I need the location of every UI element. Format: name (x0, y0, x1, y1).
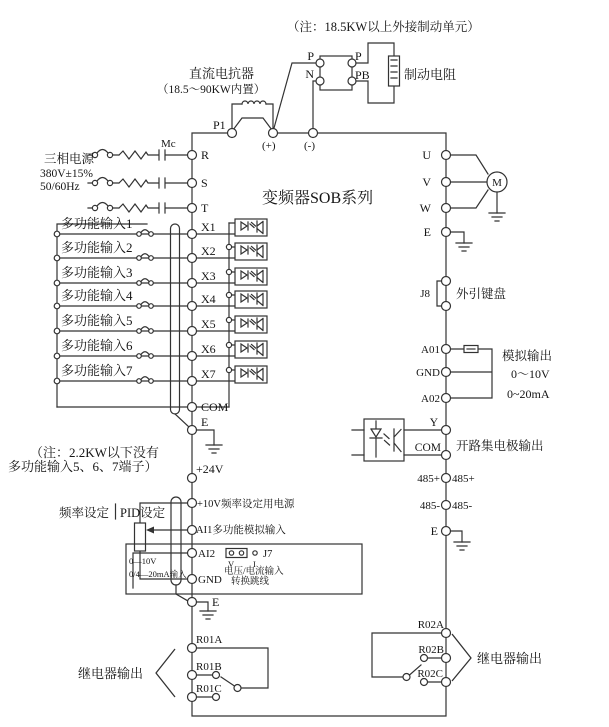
label-brake-p-right: P (355, 49, 362, 63)
label-terminal-r: R (201, 148, 210, 162)
terminal-x2 (188, 254, 197, 263)
label-brake-n: N (305, 67, 314, 81)
label-jumper-i: I (253, 559, 256, 569)
label-485-plus-out: 485+ (452, 473, 475, 485)
terminal-u (442, 151, 451, 160)
terminal-minus (309, 129, 318, 138)
phase-t-wiring (88, 203, 188, 214)
label-power-voltage: 380V±15% (40, 168, 93, 180)
optocoupler-output (364, 419, 404, 461)
analog-output-section (416, 344, 552, 405)
inverter-bus-rails (192, 133, 446, 716)
label-terminal-x3: X3 (201, 269, 216, 283)
label-input-2: 多功能输入2 (61, 240, 133, 255)
label-open-collector: 开路集电极输出 (456, 439, 544, 453)
label-terminal-e-analog: E (212, 595, 220, 609)
terminal-p1 (228, 129, 237, 138)
label-plus: (+) (262, 140, 276, 152)
terminal-x3 (188, 279, 197, 288)
label-terminal-e-inputs: E (201, 415, 209, 429)
label-brake-p-left: P (307, 49, 314, 63)
inverter-title: 变频器SOB系列 (262, 190, 374, 207)
terminal-485-plus (442, 474, 451, 483)
label-brake-pb: PB (355, 68, 370, 82)
terminal-e-inputs (188, 426, 197, 435)
terminal-x1 (188, 230, 197, 239)
potentiometer (135, 523, 146, 551)
three-phase-input (40, 138, 209, 215)
label-terminal-x5: X5 (201, 317, 216, 331)
label-com-output: COM (414, 442, 441, 454)
digital-input-section (54, 216, 267, 483)
label-terminal-ai2: AI2 (198, 548, 216, 560)
relay-output-1 (78, 634, 268, 702)
relay-output-2 (372, 619, 542, 687)
phase-s-wiring (88, 178, 188, 189)
reactor-spec: （18.5～90KW内置） (157, 84, 266, 96)
label-analog-output: 模拟输出 (502, 349, 553, 363)
label-ai1: AI1多功能模拟输入 (196, 525, 286, 536)
label-minus: (-) (304, 140, 315, 152)
phase-r-wiring (88, 150, 188, 161)
terminal-v (442, 178, 451, 187)
label-r01c: R01C (196, 683, 222, 695)
label-terminal-s: S (201, 176, 208, 190)
terminal-s (188, 179, 197, 188)
label-terminal-e-comm: E (430, 524, 438, 538)
label-range-voltage: 0—10V (129, 556, 157, 566)
label-input-7: 多功能输入7 (61, 363, 133, 378)
label-pid-set: PID设定 (120, 506, 166, 520)
terminal-r (188, 151, 197, 160)
label-j7: J7 (263, 549, 273, 560)
label-terminal-24v: +24V (196, 462, 224, 476)
label-keypad: 外引键盘 (456, 287, 507, 301)
label-relay2: 继电器输出 (477, 651, 543, 666)
label-terminal-x7: X7 (201, 367, 216, 381)
terminal-com-output (442, 451, 451, 460)
label-power-source: 三相电源 (44, 152, 95, 166)
terminal-brake-n (316, 77, 324, 85)
label-terminal-u: U (422, 148, 431, 162)
label-input-6: 多功能输入6 (61, 338, 133, 353)
label-analog-range1: 0～10V (511, 367, 550, 381)
label-relay1: 继电器输出 (78, 666, 144, 681)
label-terminal-w: W (419, 201, 431, 215)
terminal-com (188, 403, 197, 412)
terminal-e-comm (442, 527, 451, 536)
label-braking-resistor: 制动电阻 (404, 67, 457, 82)
label-r02b: R02B (418, 644, 444, 656)
label-r01b: R01B (196, 661, 222, 673)
label-input-4: 多功能输入4 (61, 288, 133, 303)
terminal-y (442, 426, 451, 435)
label-j8: J8 (420, 288, 430, 300)
note-external-brake: （注：18.5KW以上外接制动单元） (287, 20, 480, 34)
terminal-x7 (188, 377, 197, 386)
label-terminal-v: V (422, 175, 431, 189)
label-terminal-x4: X4 (201, 292, 216, 306)
terminal-e-output (442, 228, 451, 237)
shield-cable-capsule-inputs (171, 224, 180, 414)
label-terminal-gnd: GND (198, 574, 222, 586)
label-terminal-x1: X1 (201, 220, 216, 234)
terminal-10v (188, 499, 197, 508)
terminal-w (442, 204, 451, 213)
label-jumper-desc2: 转换跳线 (231, 577, 270, 587)
terminal-e-analog (188, 598, 197, 607)
label-r01a: R01A (196, 634, 223, 646)
label-a01: A01 (421, 344, 440, 356)
terminal-plus (269, 129, 278, 138)
terminal-a02 (442, 394, 451, 403)
label-analog-range2: 0~20mA (507, 387, 550, 401)
braking-unit (316, 56, 356, 90)
label-motor-m: M (492, 177, 502, 189)
label-r02a: R02A (417, 619, 444, 631)
label-range-current: 0/4—20mA输入 (129, 569, 187, 579)
terminal-x4 (188, 302, 197, 311)
motor-output (420, 148, 507, 251)
label-gnd-out: GND (416, 367, 440, 379)
note-low-power-line2: 多功能输入5、6、7端子） (8, 459, 158, 474)
label-terminal-x6: X6 (201, 342, 216, 356)
terminal-ai2 (188, 549, 197, 558)
label-jumper-desc1: 电压/电流输入 (224, 567, 284, 577)
label-y: Y (429, 417, 438, 429)
label-power-freq: 50/60Hz (40, 181, 80, 193)
open-collector-section (352, 417, 544, 461)
label-input-5: 多功能输入5 (61, 313, 133, 328)
label-485-minus-in: 485- (419, 500, 440, 512)
label-input-3: 多功能输入3 (61, 265, 133, 280)
note-low-power-line1: （注：2.2KW以下没有 (30, 445, 159, 460)
label-p1: P1 (213, 118, 226, 132)
analog-input-section (59, 497, 362, 619)
terminal-brake-p-left (316, 59, 324, 67)
terminal-j8-bottom (442, 302, 451, 311)
terminal-a01 (442, 345, 451, 354)
wiper-arrow (146, 527, 154, 534)
label-r02c: R02C (417, 668, 443, 680)
label-terminal-e-output: E (423, 225, 431, 239)
terminal-gnd-out (442, 368, 451, 377)
keypad-connector (420, 277, 506, 311)
label-terminal-x2: X2 (201, 244, 216, 258)
label-freq-set: 频率设定 (59, 506, 110, 520)
reactor-name: 直流电抗器 (189, 66, 255, 81)
terminal-gnd-analog (188, 575, 197, 584)
label-input-1: 多功能输入1 (61, 216, 133, 231)
terminal-x6 (188, 352, 197, 361)
terminal-t (188, 204, 197, 213)
terminal-j8-top (442, 277, 451, 286)
label-485-plus-in: 485+ (417, 473, 440, 485)
dc-reactor (232, 101, 273, 130)
label-jumper-v: V (228, 559, 235, 569)
label-a02: A02 (421, 393, 440, 405)
label-485-minus-out: 485- (452, 500, 473, 512)
label-terminal-t: T (201, 201, 209, 215)
label-terminal-com: COM (201, 400, 229, 414)
label-10v-supply: +10V频率设定用电源 (197, 499, 295, 510)
terminal-x5 (188, 327, 197, 336)
terminal-485-minus (442, 501, 451, 510)
label-contactor-mc: Mc (161, 138, 176, 150)
